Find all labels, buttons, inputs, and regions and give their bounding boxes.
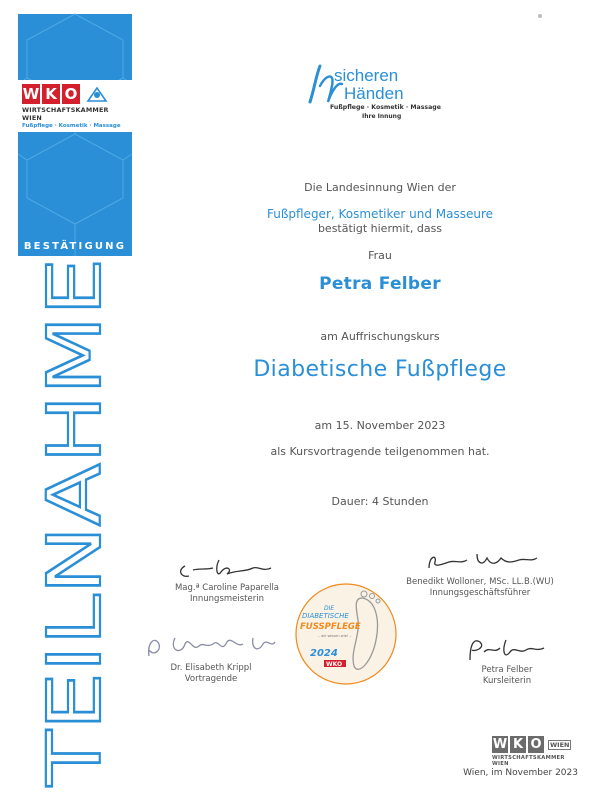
wko-logo <box>18 80 132 132</box>
signature-block-lecturer <box>136 628 286 685</box>
vertical-title <box>32 258 118 786</box>
signer-name: Mag.ª Caroline Paparella <box>174 583 280 593</box>
campaign-seal <box>288 580 406 688</box>
footer-letter-o: O <box>528 736 544 753</box>
signature-block-course-lead <box>452 634 562 687</box>
guild-name: Fußpfleger, Kosmetiker und Masseure <box>266 207 494 221</box>
seal-line4: – wir wissen wie! – <box>318 634 352 638</box>
wko-letter-k: K <box>42 84 60 104</box>
signer-name: Benedikt Wolloner, MSc. LL.B.(WU) <box>406 577 554 587</box>
logo-tagline2: Ihre Innung <box>362 113 402 120</box>
campaign-logo <box>304 62 441 126</box>
handwritten-signature-icon <box>462 634 552 664</box>
signature-block-manager <box>392 548 568 599</box>
salutation: Frau <box>368 249 392 262</box>
intro-line: Die Landesinnung Wien der <box>304 181 456 194</box>
speck-mark <box>538 14 542 18</box>
seal-org: WKO <box>326 661 343 668</box>
confirm-line: bestätigt hiermit, dass <box>317 222 443 235</box>
footer-city-tag: WIEN <box>550 740 570 749</box>
logo-line1: sicheren <box>334 66 399 85</box>
confirmation-label: BESTÄTIGUNG <box>23 241 127 252</box>
wko-subtitle: Fußpflege · Kosmetik · Massage <box>22 123 121 129</box>
participation-line: als Kursvortragende teilgenommen hat. <box>270 445 490 458</box>
sidebar-band <box>18 14 132 256</box>
signer-role: Vortragende <box>184 674 238 684</box>
seal-year: 2024 <box>310 648 338 659</box>
signer-role: Kursleiterin <box>482 676 532 686</box>
handwritten-signature-icon <box>141 628 281 662</box>
logo-tagline: Fußpflege · Kosmetik · Massage <box>330 104 441 111</box>
signer-role: Innungsmeisterin <box>190 594 264 604</box>
handwritten-signature-icon <box>167 556 287 582</box>
footer-org-name: WIRTSCHAFTSKAMMER WIEN <box>492 755 565 767</box>
signer-name: Dr. Elisabeth Krippl <box>170 663 252 673</box>
footer-letter-k: K <box>510 736 526 753</box>
logo-line2: Händen <box>344 84 404 103</box>
wko-name: WIRTSCHAFTSKAMMER WIEN <box>22 106 109 122</box>
vertical-title-art <box>32 258 118 786</box>
duration: Dauer: 4 Stunden <box>331 495 429 508</box>
place-date: Wien, im November 2023 <box>463 768 578 778</box>
seal-line3: FUSSPFLEGE <box>300 622 361 632</box>
hex-pattern-icon <box>18 14 132 256</box>
course-date: am 15. November 2023 <box>314 419 446 432</box>
footer-wko-logo <box>492 736 578 767</box>
course-title: Diabetische Fußpflege <box>253 357 507 382</box>
seal-line2: DIABETISCHE <box>302 612 349 620</box>
wko-letter-w: W <box>22 85 40 103</box>
vertical-title-text: TEILNAHME <box>32 358 118 786</box>
seal-line1: DIE <box>324 605 335 612</box>
wko-letter-o: O <box>62 84 80 104</box>
recipient-name: Petra Felber <box>319 274 441 294</box>
handwritten-signature-icon <box>415 548 545 576</box>
course-intro: am Auffrischungskurs <box>320 330 440 343</box>
wien-crest-icon <box>84 85 110 103</box>
signer-role: Innungsgeschäftsführer <box>429 588 531 598</box>
signer-name: Petra Felber <box>481 665 533 675</box>
signature-block-president <box>152 556 302 605</box>
footer-letter-w: W <box>492 737 508 752</box>
